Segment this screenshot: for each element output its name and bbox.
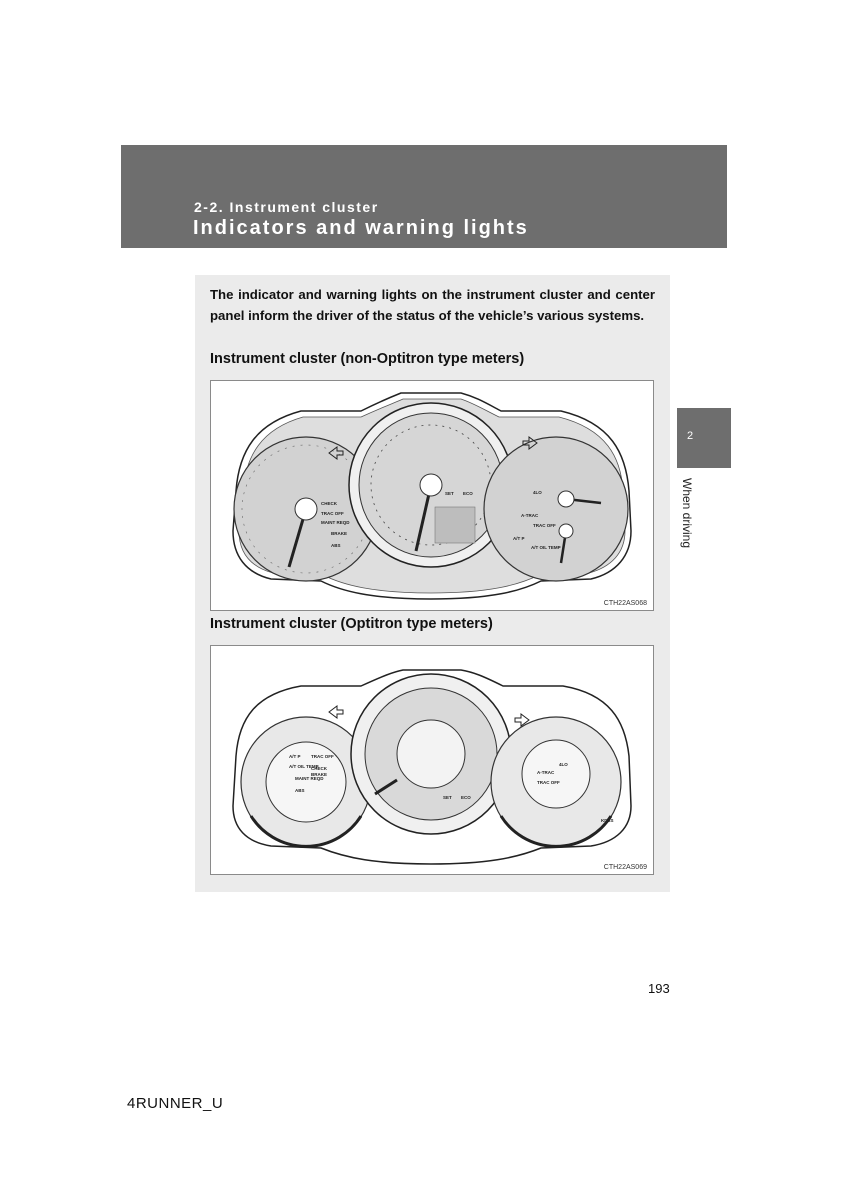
label-4lo: 4LO xyxy=(533,490,542,495)
label-set: SET xyxy=(443,795,452,800)
label-a-trac: A-TRAC xyxy=(537,770,555,775)
label-abs: ABS xyxy=(295,788,305,793)
section-label: 2-2. Instrument cluster xyxy=(194,199,379,215)
cluster-illustration-optitron xyxy=(211,646,653,874)
label-at-p: A/T P xyxy=(289,754,301,759)
chapter-tab[interactable] xyxy=(677,408,731,468)
label-maint-reqd: MAINT REQD xyxy=(295,776,324,781)
label-set: SET xyxy=(445,491,454,496)
label-at-oil-temp: A/T OIL TEMP xyxy=(289,764,319,769)
label-maint-reqd: MAINT REQD xyxy=(321,520,350,525)
label-4lo: 4LO xyxy=(559,762,568,767)
label-brake: BRAKE xyxy=(311,772,328,777)
content-panel xyxy=(195,275,670,892)
label-trac-off: TRAC OFF xyxy=(321,511,344,516)
label-abs: ABS xyxy=(331,543,341,548)
chapter-header xyxy=(121,145,727,248)
figure-non-optitron xyxy=(210,380,654,611)
label-check: CHECK xyxy=(311,766,328,771)
label-a-trac: A-TRAC xyxy=(521,513,539,518)
figure-code: CTH22AS069 xyxy=(603,864,647,871)
label-trac-off: TRAC OFF xyxy=(311,754,334,759)
figure-1-heading: Instrument cluster (non-Optitron type meters) xyxy=(210,351,525,367)
label-trac-off-2: TRAC OFF xyxy=(537,780,560,785)
footer-model-code: 4RUNNER_U xyxy=(127,1095,224,1112)
label-check: CHECK xyxy=(321,501,338,506)
label-kdss: KDSS xyxy=(601,818,614,823)
label-at-oil-temp: A/T OIL TEMP xyxy=(531,545,561,550)
label-eco: ECO xyxy=(461,795,471,800)
figure-optitron xyxy=(210,645,654,875)
label-at-p: A/T P xyxy=(513,536,525,541)
label-trac-off-2: TRAC OFF xyxy=(533,523,556,528)
cluster-illustration-non-optitron xyxy=(211,381,653,610)
intro-paragraph: The indicator and warning lights on the instrument cluster and center panel inform the driver of the status of the vehicle’s various systems. xyxy=(210,287,655,323)
label-brake: BRAKE xyxy=(331,531,348,536)
figure-code: CTH22AS068 xyxy=(603,600,647,607)
page-number: 193 xyxy=(648,981,670,996)
figure-2-heading: Instrument cluster (Optitron type meters) xyxy=(210,616,493,632)
page-title: Indicators and warning lights xyxy=(193,217,529,239)
label-eco: ECO xyxy=(463,491,473,496)
chapter-tab-number: 2 xyxy=(687,430,694,442)
chapter-tab-label: When driving xyxy=(680,478,694,549)
